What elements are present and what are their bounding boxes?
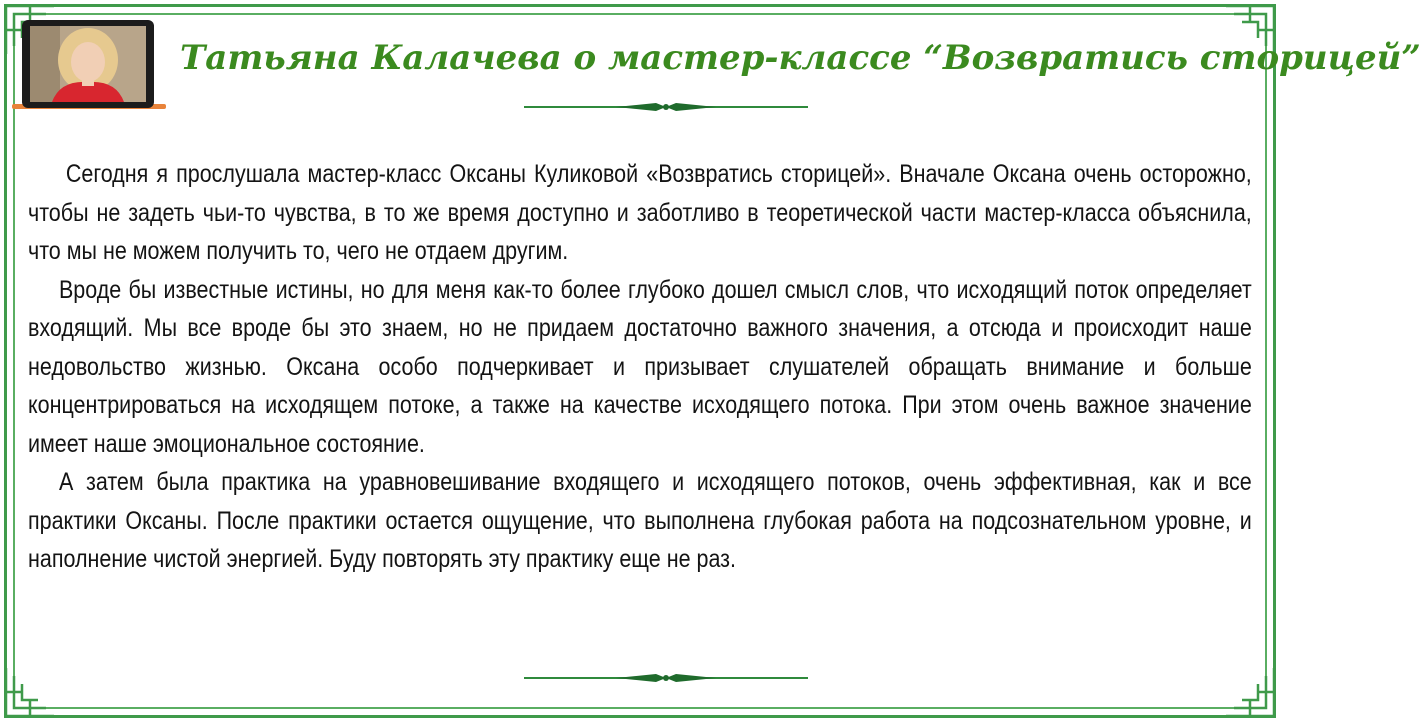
paragraph-2: Вроде бы известные истины, но для меня как-то более глубоко дошел смысл слов, что исходящий поток определяет входящий. Мы все вроде бы это знаем, но не придаем достаточно важного значения, а отсюда и происходит наше недовольство жизнью. Оксана особо подчеркивает и призывает слушателей обращать внимание и больше концентрироваться на исходящем потоке, а также на качестве исходящего потока. При этом очень важное значение имеет наше эмоциональное состояние.	[28, 275, 1252, 458]
divider-ornament-bottom	[524, 671, 808, 685]
paragraph-3: А затем была практика на уравновешивание входящего и исходящего потоков, очень эффективная, как и все практики Оксаны. После практики остается ощущение, что выполнена глубокая работа на подсознательном уровне, и наполнение чистой энергией. Буду повторять эту практику еще не раз.	[28, 468, 1252, 573]
avatar	[22, 20, 154, 108]
corner-ornament-bottom-left	[0, 662, 60, 722]
page-title: Татьяна Калачева о мастер-классе “Возвратись сторицей”	[180, 38, 1421, 78]
paragraph-1: Сегодня я прослушала мастер-класс Оксаны Куликовой «Возвратись сторицей». Вначале Оксана очень осторожно, чтобы не задеть чьи-то чувства, в то же время доступно и заботливо в теоретической части мастер-класса объяснила, что мы не можем получить то, чего не отдаем другим.	[28, 160, 1252, 265]
corner-ornament-bottom-right	[1220, 662, 1280, 722]
presenter-portrait-icon	[30, 26, 146, 102]
divider-ornament-top	[524, 100, 808, 114]
article-body	[28, 155, 1252, 579]
